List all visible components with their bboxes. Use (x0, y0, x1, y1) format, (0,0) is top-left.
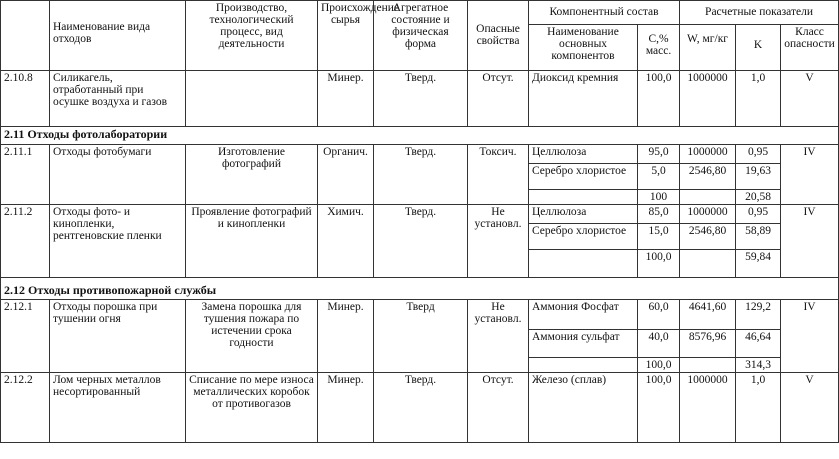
row-process: Списание по мере износа металлических коробок от противогазов (186, 373, 318, 443)
row-process: Проявление фотографий и кинопленки (186, 205, 318, 278)
row-code: 2.12.2 (1, 373, 50, 443)
comp-w: 2546,80 (680, 164, 736, 190)
comp-name (529, 190, 638, 205)
comp-k: 19,63 (736, 164, 781, 190)
section-title: 2.12 Отходы противопожарной службы (1, 278, 839, 300)
row-class: IV (781, 300, 839, 373)
comp-k: 20,58 (736, 190, 781, 205)
row-state: Тверд (374, 300, 468, 373)
comp-name: Аммония Фосфат (529, 300, 638, 330)
comp-c: 100,0 (638, 358, 680, 373)
comp-c: 60,0 (638, 300, 680, 330)
row-origin: Органич. (318, 145, 374, 205)
row-hazard: Отсут. (468, 373, 529, 443)
header-class: Класс опасности (781, 25, 839, 71)
comp-k: 1,0 (736, 373, 781, 443)
comp-c: 5,0 (638, 164, 680, 190)
comp-k: 1,0 (736, 71, 781, 127)
header-k: K (736, 25, 781, 71)
comp-k: 58,89 (736, 224, 781, 250)
comp-c: 100,0 (638, 71, 680, 127)
header-state: Агрегатное состояние и физическая форма (374, 1, 468, 71)
header-code (1, 1, 50, 71)
row-name: Отходы порошка при тушении огня (50, 300, 186, 373)
row-class: IV (781, 145, 839, 205)
comp-name: Серебро хлористое (529, 224, 638, 250)
row-code: 2.12.1 (1, 300, 50, 373)
row-origin: Химич. (318, 205, 374, 278)
row-origin: Минер. (318, 71, 374, 127)
comp-w: 1000000 (680, 145, 736, 164)
comp-c: 100 (638, 190, 680, 205)
comp-c: 100,0 (638, 250, 680, 278)
comp-w: 1000000 (680, 71, 736, 127)
comp-c: 100,0 (638, 373, 680, 443)
row-code: 2.11.1 (1, 145, 50, 205)
comp-k: 129,2 (736, 300, 781, 330)
row-state: Тверд. (374, 71, 468, 127)
comp-c: 85,0 (638, 205, 680, 224)
comp-name: Целлюлоза (529, 145, 638, 164)
comp-name: Аммония сульфат (529, 330, 638, 358)
row-class: IV (781, 205, 839, 278)
comp-w: 4641,60 (680, 300, 736, 330)
section-title: 2.11 Отходы фотолаборатории (1, 127, 839, 145)
row-state: Тверд. (374, 145, 468, 205)
comp-name: Серебро хлористое (529, 164, 638, 190)
header-w: W, мг/кг (680, 25, 736, 71)
row-origin: Минер. (318, 373, 374, 443)
row-hazard: Отсут. (468, 71, 529, 127)
comp-w (680, 358, 736, 373)
row-name: Отходы фото- и кинопленки, рентгеновские пленки (50, 205, 186, 278)
comp-c: 40,0 (638, 330, 680, 358)
comp-k: 314,3 (736, 358, 781, 373)
header-c: С,% масс. (638, 25, 680, 71)
row-state: Тверд. (374, 205, 468, 278)
section-row (1, 127, 839, 145)
table-row (1, 145, 839, 164)
header-hazard: Опасные свойства (468, 1, 529, 71)
row-code: 2.11.2 (1, 205, 50, 278)
table-row (1, 300, 839, 330)
row-name: Отходы фотобумаги (50, 145, 186, 205)
table-row (1, 71, 839, 127)
row-origin: Минер. (318, 300, 374, 373)
row-class: V (781, 71, 839, 127)
comp-k: 46,64 (736, 330, 781, 358)
row-process: Замена порошка для тушения пожара по истечении срока годности (186, 300, 318, 373)
comp-name: Железо (сплав) (529, 373, 638, 443)
header-origin: Происхождение сырья (318, 1, 374, 71)
comp-name (529, 358, 638, 373)
row-name: Лом черных металлов несортированный (50, 373, 186, 443)
comp-c: 95,0 (638, 145, 680, 164)
row-hazard: Токсич. (468, 145, 529, 205)
comp-name: Диоксид кремния (529, 71, 638, 127)
row-hazard: Не установл. (468, 205, 529, 278)
row-state: Тверд. (374, 373, 468, 443)
comp-w: 1000000 (680, 373, 736, 443)
section-row (1, 278, 839, 300)
header-process: Производство, технологический процесс, вид деятельности (186, 1, 318, 71)
comp-w (680, 250, 736, 278)
row-process: Изготовление фотографий (186, 145, 318, 205)
comp-k: 59,84 (736, 250, 781, 278)
comp-name (529, 250, 638, 278)
comp-c: 15,0 (638, 224, 680, 250)
comp-w: 8576,96 (680, 330, 736, 358)
header-name: Наименование вида отходов (50, 1, 186, 71)
row-process (186, 71, 318, 127)
row-name: Силикагель, отработанный при осушке воздуха и газов (50, 71, 186, 127)
comp-w: 2546,80 (680, 224, 736, 250)
comp-k: 0,95 (736, 145, 781, 164)
comp-name: Целлюлоза (529, 205, 638, 224)
header-calc: Расчетные показатели (680, 1, 839, 25)
header-composition: Компонентный состав (529, 1, 680, 25)
comp-w: 1000000 (680, 205, 736, 224)
row-code: 2.10.8 (1, 71, 50, 127)
header-comp-name: Наименование основных компонентов (529, 25, 638, 71)
row-hazard: Не установл. (468, 300, 529, 373)
table-row (1, 205, 839, 224)
comp-k: 0,95 (736, 205, 781, 224)
comp-w (680, 190, 736, 205)
table-row (1, 373, 839, 443)
row-class: V (781, 373, 839, 443)
